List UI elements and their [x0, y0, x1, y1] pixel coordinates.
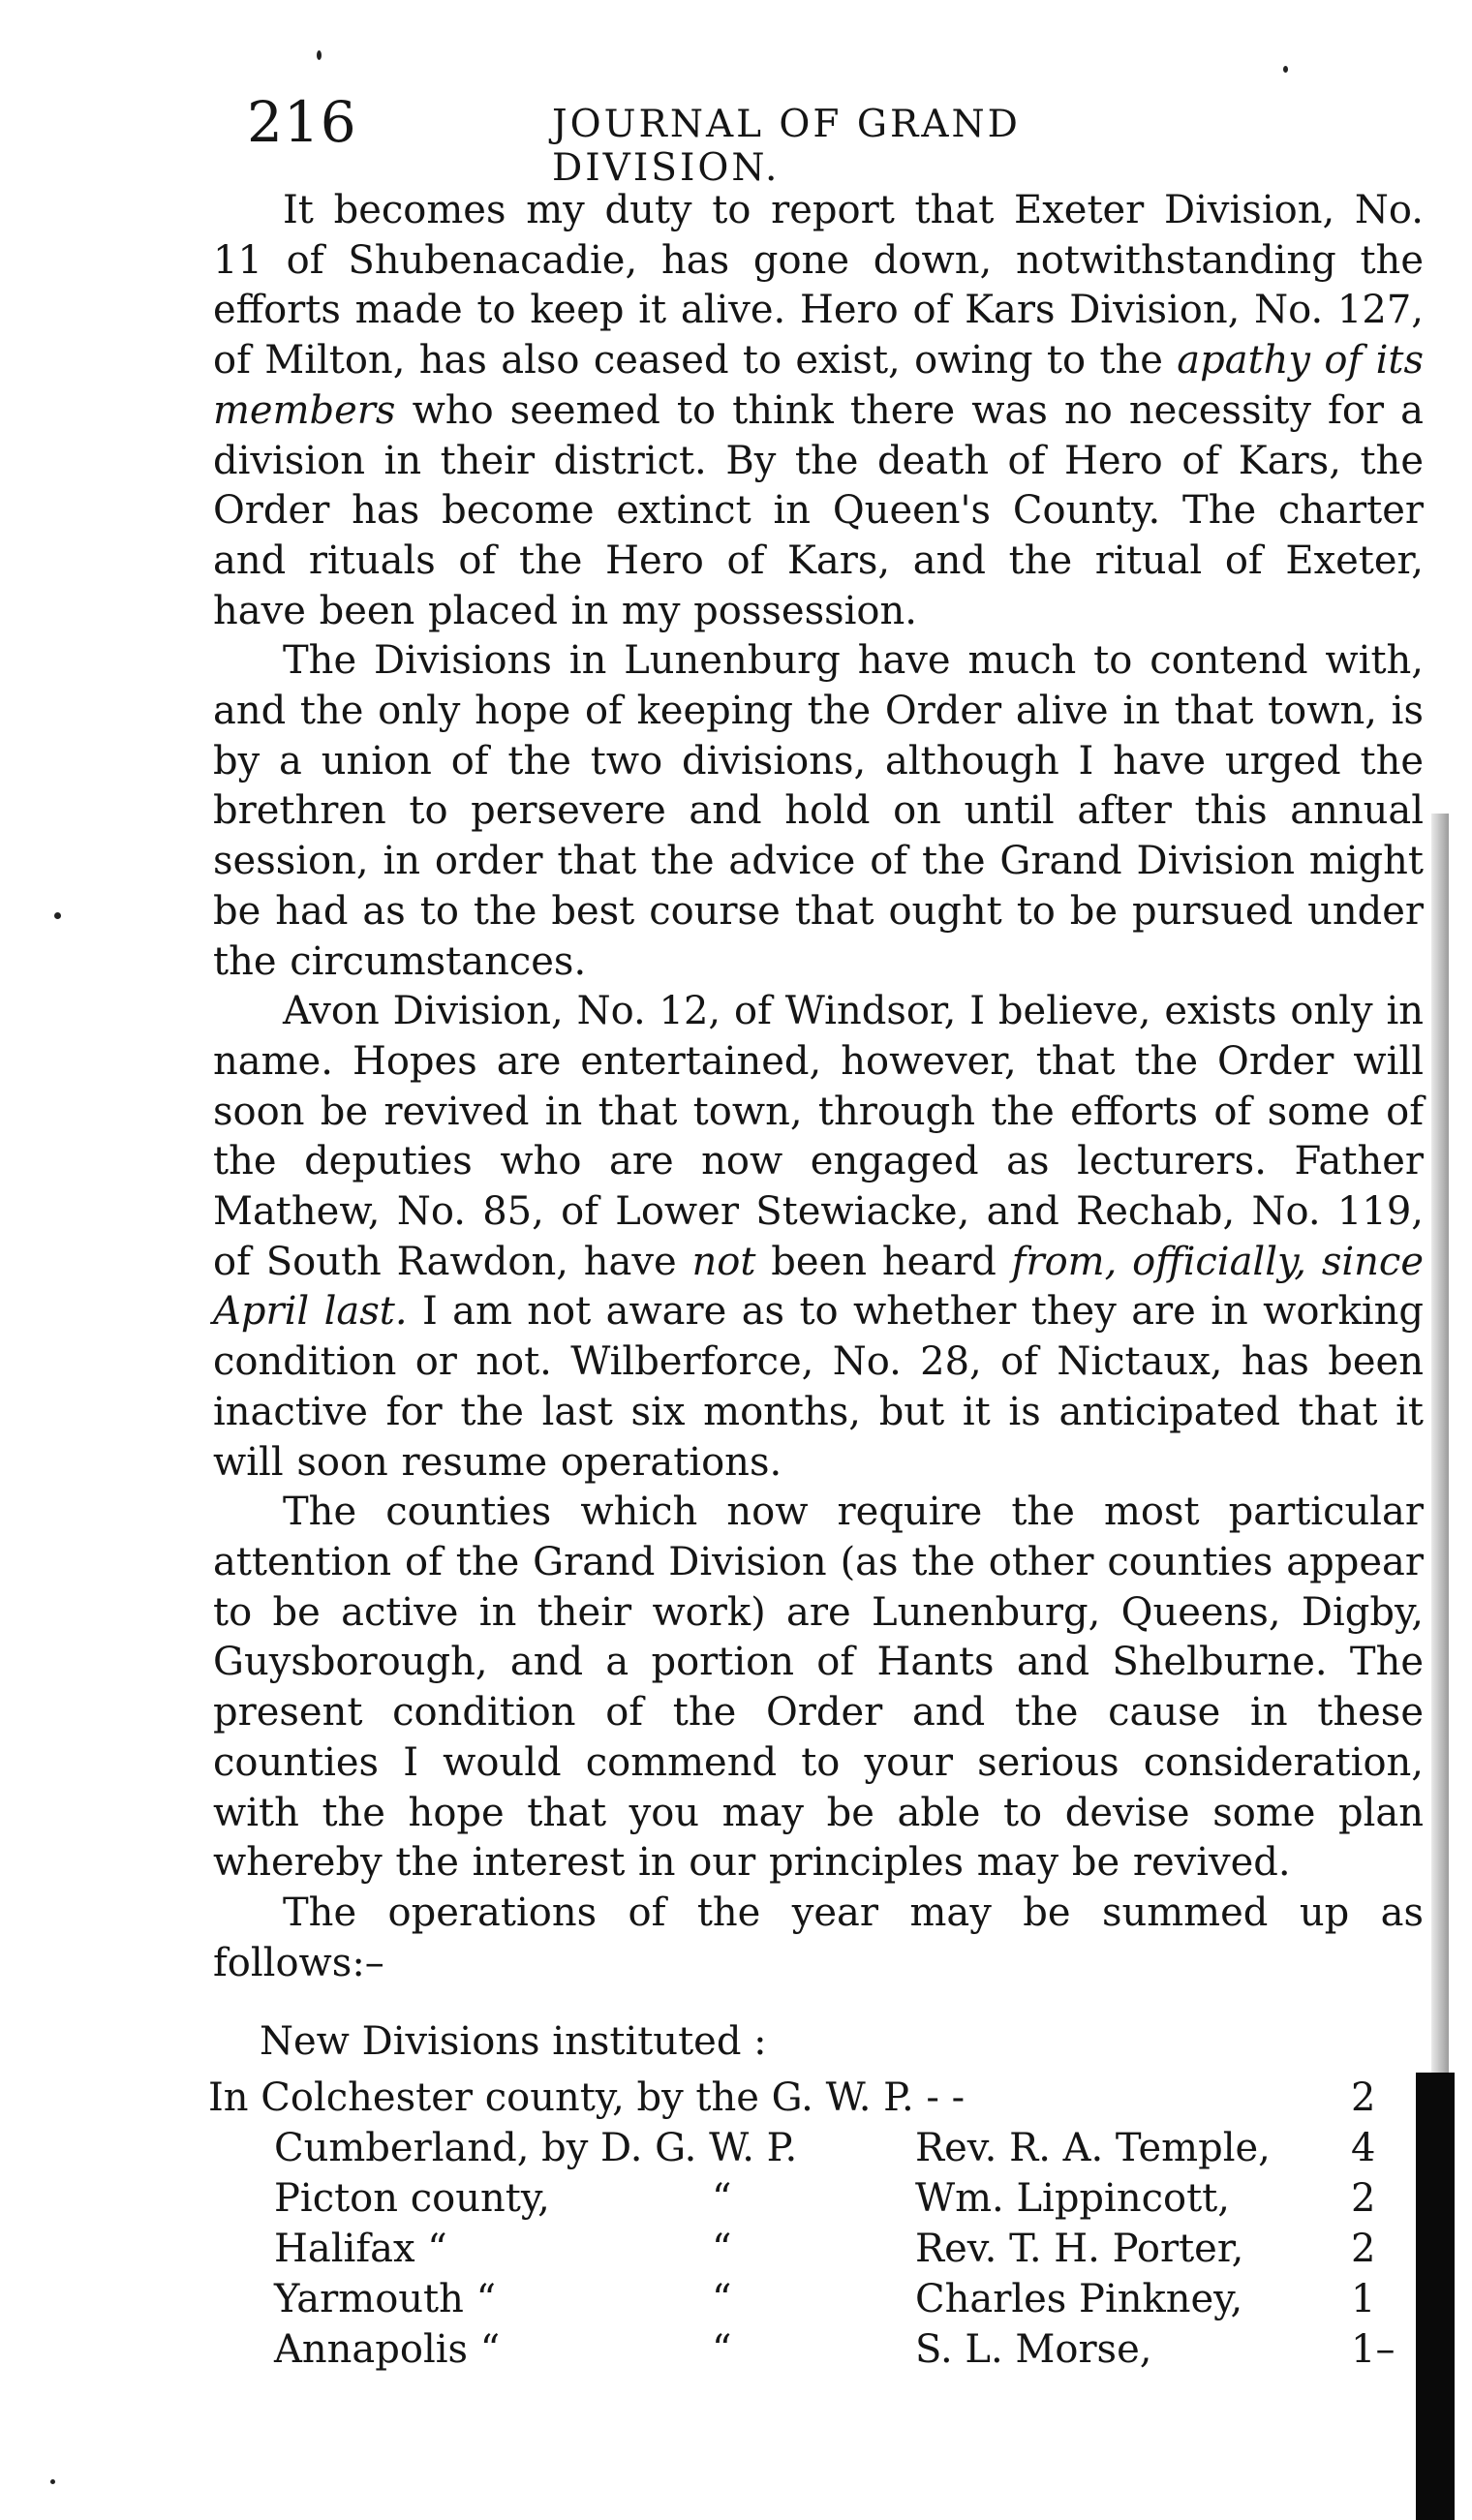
italic-phrase: apathy of its members	[213, 338, 1425, 433]
row-place: Cumberland, by D. G. W. P.	[274, 2126, 798, 2170]
row-ditto: “	[712, 2227, 732, 2271]
table-row	[208, 2274, 1409, 2324]
paragraph: The operations of the year may be summed up as follows:–	[213, 1890, 1424, 1985]
row-name: Wm. Lippincott,	[915, 2176, 1230, 2221]
page-header	[247, 89, 1235, 190]
binding-shadow	[1431, 814, 1449, 2073]
row-count: 1–	[1351, 2327, 1395, 2372]
row-place: In Colchester county, by the G. W. P. - -	[208, 2075, 966, 2120]
table-row	[208, 2173, 1409, 2224]
paragraph: It becomes my duty to report that Exeter Division, No. 11 of Shubenacadie, has gone down, notwithstanding the efforts made to keep it alive. Hero of Kars Division, No. 127, of Milton, has also ceased to exist, owing to the apathy of its members who seemed to think there was no necessity for a division in their district. By the death of Hero of Kars, the Order has become extinct in Queen's County. The charter and rituals of the Hero of Kars, and the ritual of Exeter, have been placed in my possession.	[213, 188, 1425, 633]
ink-speck	[50, 2479, 55, 2484]
row-count: 4	[1351, 2126, 1376, 2170]
table-row	[208, 2224, 1409, 2274]
summary-table	[208, 2073, 1409, 2375]
running-title: JOURNAL OF GRAND DIVISION.	[552, 103, 1021, 190]
row-name: S. L. Morse,	[915, 2327, 1152, 2372]
row-ditto: “	[712, 2176, 732, 2221]
row-count: 2	[1351, 2176, 1376, 2221]
table-row	[208, 2123, 1409, 2173]
summary-heading: New Divisions instituted :	[260, 2019, 767, 2064]
row-ditto: “	[712, 2277, 732, 2321]
italic-phrase: not	[691, 1239, 756, 1284]
row-count: 2	[1351, 2227, 1376, 2271]
row-place: Halifax “	[274, 2227, 447, 2271]
table-row	[208, 2324, 1409, 2375]
row-name: Rev. R. A. Temple,	[915, 2126, 1271, 2170]
row-place: Yarmouth “	[274, 2277, 497, 2321]
row-count: 2	[1351, 2075, 1376, 2120]
paragraph: Avon Division, No. 12, of Windsor, I believe, exists only in name. Hopes are entertained, however, that the Order will soon be revived in that town, through the efforts of some of the deputies who are now engaged as lecturers. Father Mathew, No. 85, of Lower Stewiacke, and Rechab, No. 119, of South Rawdon, have not been heard from, officially, since April last. I am not aware as to whether they are in working condition or not. Wilberforce, No. 28, of Nictaux, has been inactive for the last six months, but it is anticipated that it will soon resume operations.	[213, 989, 1425, 1485]
body-text	[213, 186, 1424, 1988]
row-name: Charles Pinkney,	[915, 2277, 1243, 2321]
italic-phrase: from, officially, since April last.	[213, 1239, 1425, 1335]
ink-speck	[317, 50, 322, 60]
paragraph: The counties which now require the most particular attention of the Grand Division (as the other counties appear to be active in their work) are Lunenburg, Queens, Digby, Guysborough, and a portion of Hants and Shelburne. The present condition of the Order and the cause in these counties I would commend to your serious consideration, with the hope that you may be able to devise some plan whereby the interest in our principles may be revived.	[213, 1490, 1424, 1886]
row-ditto: “	[712, 2327, 732, 2372]
table-row	[208, 2073, 1409, 2123]
ink-speck	[54, 912, 61, 919]
ink-speck	[1283, 66, 1288, 73]
row-name: Rev. T. H. Porter,	[915, 2227, 1244, 2271]
row-count: 1	[1351, 2277, 1376, 2321]
binding-edge	[1416, 2073, 1455, 2520]
paragraph: The Divisions in Lunenburg have much to contend with, and the only hope of keeping the Order alive in that town, is by a union of the two divisions, although I have urged the brethren to persevere and hold on until after this annual session, in order that the advice of the Grand Division might be had as to the best course that ought to be pursued under the circumstances.	[213, 638, 1424, 984]
row-place: Annapolis “	[274, 2327, 501, 2372]
row-place: Picton county,	[274, 2176, 550, 2221]
page-number: 216	[247, 89, 357, 155]
